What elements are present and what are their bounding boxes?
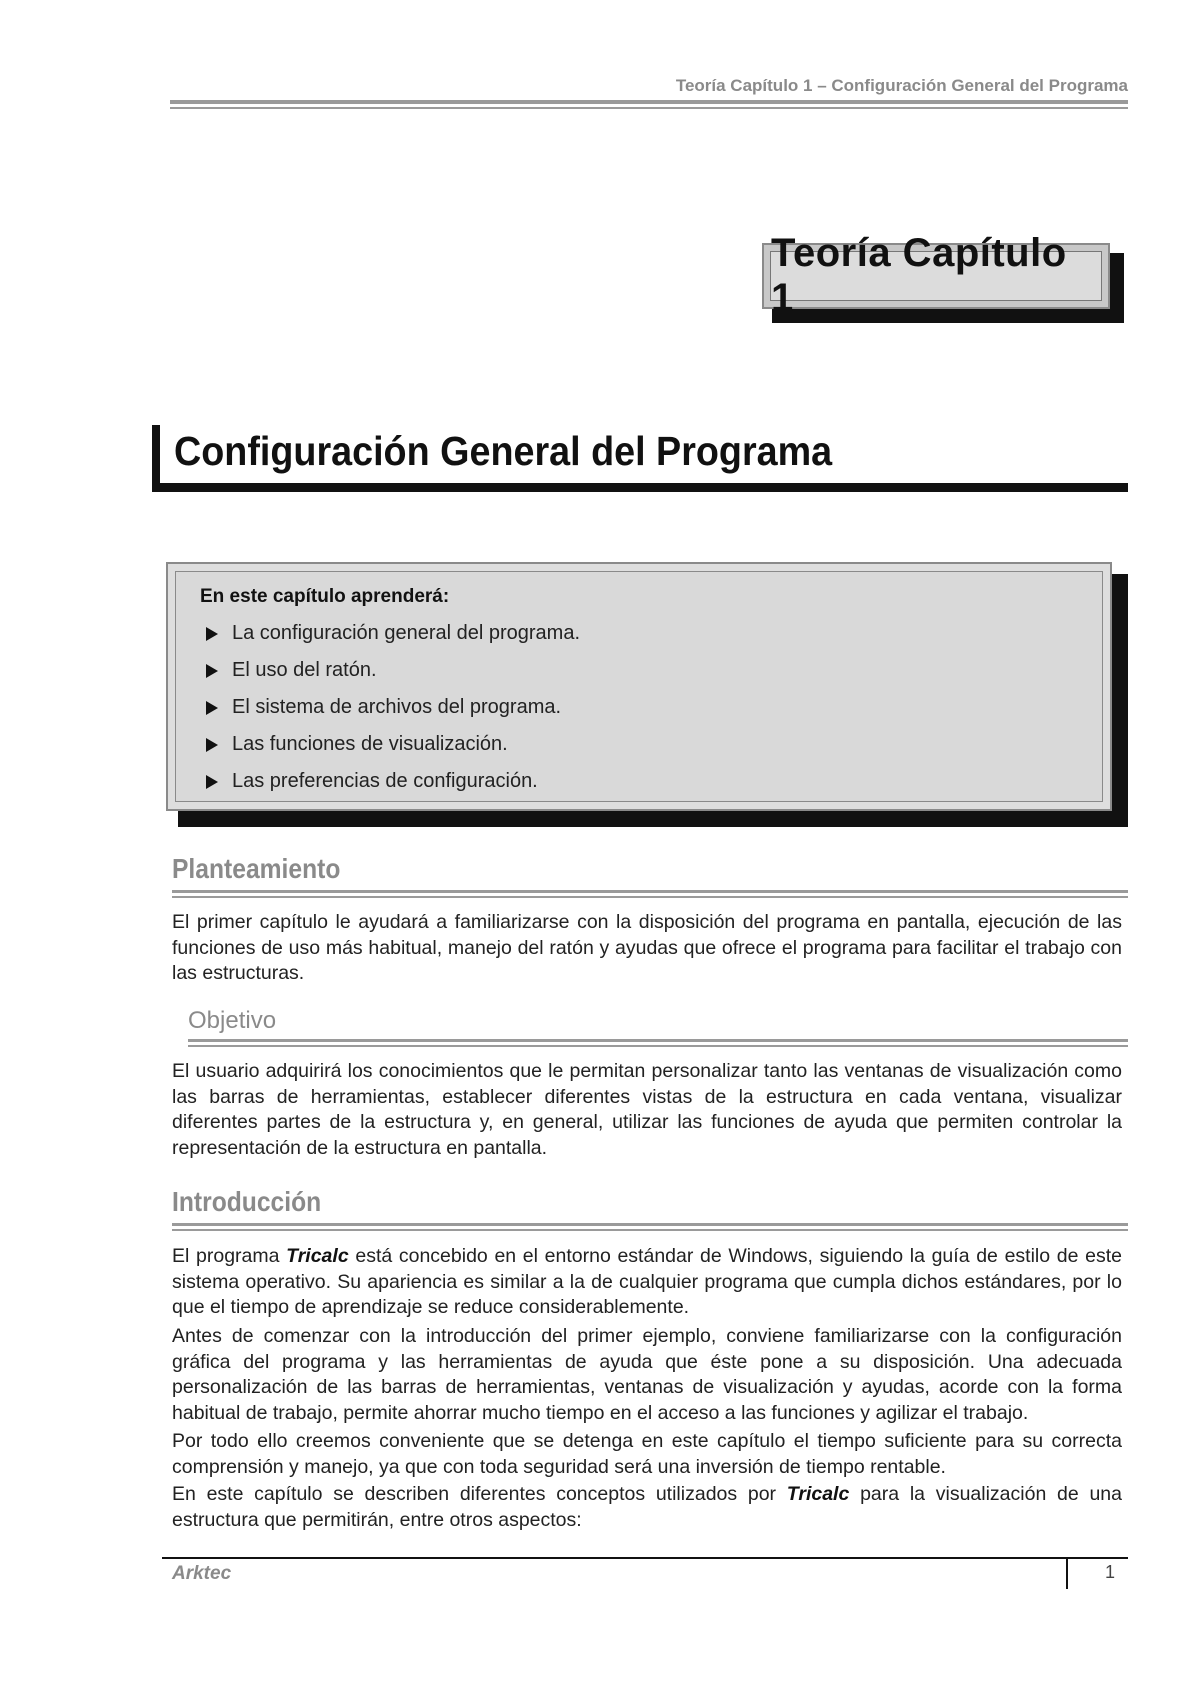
footer-brand: Arktec — [172, 1563, 232, 1584]
subsection-rule-thin — [188, 1045, 1128, 1047]
intro-text: para la visualización de una estructura que permitirán, entre otros aspectos: — [172, 1483, 1122, 1531]
list-item-text: El uso del ratón. — [232, 659, 377, 681]
triangle-bullet-icon — [206, 701, 218, 715]
intro-paragraph-1 — [172, 1244, 1122, 1321]
section-title-planteamiento: Planteamiento — [172, 853, 341, 884]
footer-divider — [1066, 1559, 1068, 1589]
list-item — [200, 689, 580, 726]
list-item — [200, 615, 580, 652]
learning-heading: En este capítulo aprenderá: — [200, 586, 450, 607]
chapter-label-frame — [762, 231, 1110, 320]
list-item — [200, 652, 580, 689]
learning-list — [200, 615, 580, 800]
chapter-label-inner — [770, 231, 1102, 320]
intro-text: está concebido en el entorno estándar de Windows, siguiendo la guía de estilo de este sistema operativo. Su apariencia es similar a la de cualquier programa que cumpla dichos estándares, por lo que el tiempo de aprendizaje se reduce considerablemente. — [172, 1245, 1122, 1318]
list-item-text: Las funciones de visualización. — [232, 733, 508, 755]
list-item-text: Las preferencias de configuración. — [232, 770, 538, 792]
header-rule-thin — [170, 107, 1128, 109]
triangle-bullet-icon — [206, 627, 218, 641]
planteamiento-paragraph: El primer capítulo le ayudará a familiarizarse con la disposición del programa en pantalla, ejecución de las funciones de uso más habitual, manejo del ratón y ayudas que ofrece el programa para facilitar el trabajo con las estructuras. — [172, 911, 1122, 984]
list-item-text: La configuración general del programa. — [232, 622, 580, 644]
title-rule — [152, 483, 1128, 492]
subsection-title-objetivo: Objetivo — [188, 1007, 277, 1034]
triangle-bullet-icon — [206, 664, 218, 678]
intro-paragraph-4 — [172, 1482, 1122, 1533]
objetivo-paragraph: El usuario adquirirá los conocimientos que le permitan personalizar tanto las ventanas de visualización como las barras de herramientas, establecer diferentes vistas de la estructura en cada ventana, visualizar diferentes partes de la estructura y, en general, utilizar las funciones de ayuda que permiten controlar la representación de la estructura en pantalla. — [172, 1060, 1122, 1159]
product-name: Tricalc — [286, 1245, 349, 1267]
intro-text: El programa — [172, 1245, 287, 1267]
triangle-bullet-icon — [206, 775, 218, 789]
intro-paragraph-2: Antes de comenzar con la introducción del primer ejemplo, conviene familiarizarse con la configuración gráfica del programa y las herramientas de ayuda que éste pone a su disposición. Una adecuada personalización de las barras de herramientas, ventanas de visualización y ayudas, acorde con la forma habitual de trabajo, permite ahorrar mucho tiempo en el acceso a las funciones y agilizar el trabajo. — [172, 1325, 1122, 1424]
footer-rule — [162, 1557, 1128, 1559]
product-name: Tricalc — [786, 1483, 850, 1505]
list-item — [200, 726, 580, 763]
list-item-text: El sistema de archivos del programa. — [232, 696, 562, 718]
section-rule — [172, 890, 1128, 893]
section-rule-thin — [172, 896, 1128, 898]
list-item — [200, 763, 580, 800]
subsection-rule — [188, 1039, 1128, 1042]
section-rule-thin — [172, 1229, 1128, 1231]
section-rule — [172, 1223, 1128, 1226]
intro-text: En este capítulo se describen diferentes conceptos utilizados por — [172, 1483, 787, 1505]
section-title-introduccion: Introducción — [172, 1186, 322, 1217]
chapter-title: Configuración General del Programa — [174, 428, 833, 474]
page-number: 1 — [1105, 1562, 1116, 1582]
header-rule — [170, 100, 1128, 104]
intro-paragraph-3: Por todo ello creemos conveniente que se detenga en este capítulo el tiempo suficiente para su correcta comprensión y manejo, ya que con toda seguridad será una inversión de tiempo rentable. — [172, 1430, 1122, 1478]
chapter-label: Teoría Capítulo 1 — [771, 231, 1067, 320]
title-accent-bar — [152, 425, 160, 485]
triangle-bullet-icon — [206, 738, 218, 752]
chapter-label-box — [762, 231, 1124, 323]
running-header: Teoría Capítulo 1 – Configuración General del Programa — [675, 76, 1128, 95]
